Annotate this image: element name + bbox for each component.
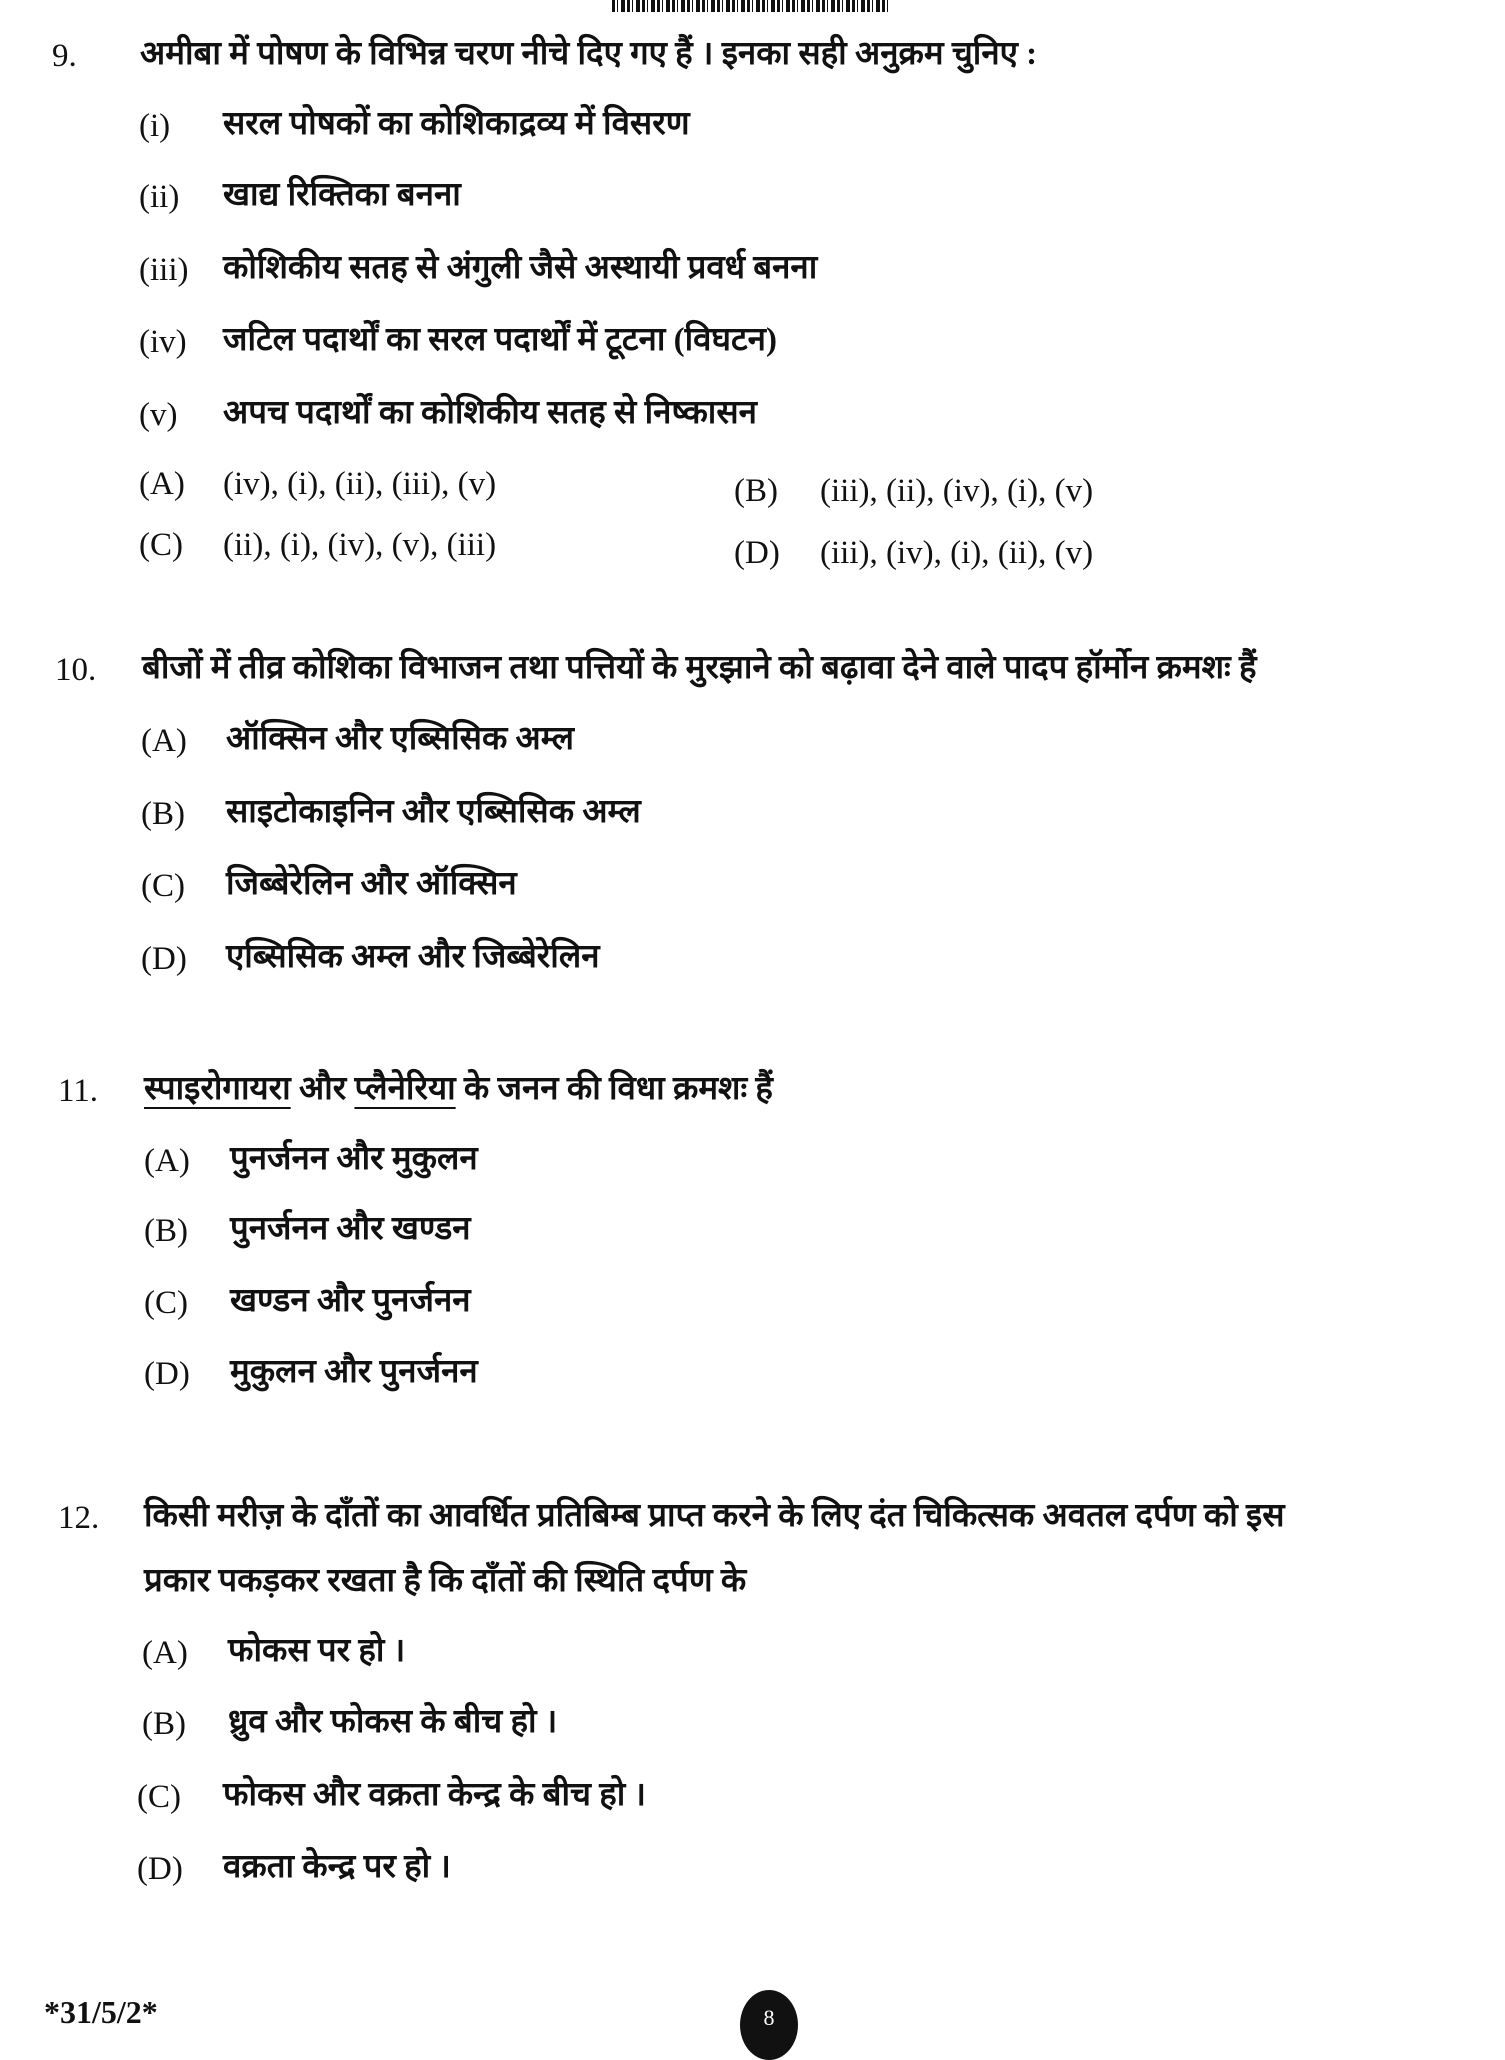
option-a-label: (A) xyxy=(144,1143,190,1179)
paper-code: *31/5/2* xyxy=(44,1994,158,2030)
option-c-label: (C) xyxy=(137,1779,181,1815)
question-text-line1: किसी मरीज़ के दाँतों का आवर्धित प्रतिबिम्ब प्राप्त करने के लिए दंत चिकित्सक अवतल दर्पण को इस xyxy=(144,1498,1285,1534)
question-number: 10. xyxy=(55,652,97,688)
option-d-label: (D) xyxy=(137,1851,183,1887)
barcode xyxy=(612,0,888,12)
term-planaria: प्लैनेरिया xyxy=(354,1071,456,1107)
option-c-text: खण्डन और पुनर्जनन xyxy=(230,1283,471,1319)
option-d-text: एब्सिसिक अम्ल और जिब्बेरेलिन xyxy=(226,939,600,975)
option-c-text: फोकस और वक्रता केन्द्र के बीच हो । xyxy=(223,1777,647,1813)
item-label: (iii) xyxy=(139,252,189,288)
question-text: अमीबा में पोषण के विभिन्न चरण नीचे दिए गए हैं । इनका सही अनुक्रम चुनिए : xyxy=(140,36,1038,72)
item-text: जटिल पदार्थों का सरल पदार्थों में टूटना (विघटन) xyxy=(223,322,777,358)
item-label: (ii) xyxy=(139,179,180,215)
option-b-text: साइटोकाइनिन और एब्सिसिक अम्ल xyxy=(226,794,641,830)
question-text-rest: के जनन की विधा क्रमशः हैं xyxy=(463,1071,773,1107)
option-b-text: पुनर्जनन और खण्डन xyxy=(230,1211,471,1247)
option-a-label: (A) xyxy=(139,466,185,502)
option-c-text: (ii), (i), (iv), (v), (iii) xyxy=(223,527,497,563)
item-text: कोशिकीय सतह से अंगुली जैसे अस्थायी प्रवर्ध बनना xyxy=(223,250,818,286)
item-label: (i) xyxy=(139,108,171,144)
question-text: बीजों में तीव्र कोशिका विभाजन तथा पत्तियों के मुरझाने को बढ़ावा देने वाले पादप हॉर्मोन क्रमशः हैं xyxy=(142,650,1257,686)
option-d-label: (D) xyxy=(141,941,187,977)
question-number: 9. xyxy=(52,38,77,74)
term-spirogyra: स्पाइरोगायरा xyxy=(144,1071,291,1107)
option-a-text: फोकस पर हो । xyxy=(228,1633,406,1669)
option-c-text: जिब्बेरेलिन और ऑक्सिन xyxy=(226,866,517,902)
option-d-text: वक्रता केन्द्र पर हो । xyxy=(223,1849,451,1885)
item-label: (iv) xyxy=(139,324,187,360)
item-text: खाद्य रिक्तिका बनना xyxy=(223,177,461,213)
option-b-text: ध्रुव और फोकस के बीच हो । xyxy=(228,1704,558,1740)
item-label: (v) xyxy=(139,397,178,433)
option-d-text: मुकुलन और पुनर्जनन xyxy=(230,1354,478,1390)
question-number: 11. xyxy=(58,1073,99,1109)
option-c-label: (C) xyxy=(141,868,185,904)
question-text-line2: प्रकार पकड़कर रखता है कि दाँतों की स्थिति दर्पण के xyxy=(144,1563,747,1599)
option-b-label: (B) xyxy=(144,1213,188,1249)
option-c-label: (C) xyxy=(144,1285,188,1321)
question-number: 12. xyxy=(58,1500,100,1536)
option-b-label: (B) xyxy=(141,796,185,832)
item-text: अपच पदार्थों का कोशिकीय सतह से निष्कासन xyxy=(223,395,757,431)
option-a-text: (iv), (i), (ii), (iii), (v) xyxy=(223,466,497,502)
option-d-text: (iii), (iv), (i), (ii), (v) xyxy=(820,535,1094,571)
question-text xyxy=(144,1073,773,1106)
conjunction: और xyxy=(298,1071,347,1107)
option-a-text: पुनर्जनन और मुकुलन xyxy=(230,1141,478,1177)
option-a-text: ऑक्सिन और एब्सिसिक अम्ल xyxy=(226,721,575,757)
item-text: सरल पोषकों का कोशिकाद्रव्य में विसरण xyxy=(223,106,690,142)
option-d-label: (D) xyxy=(734,535,780,571)
option-b-text: (iii), (ii), (iv), (i), (v) xyxy=(820,473,1094,509)
option-a-label: (A) xyxy=(141,723,187,759)
option-b-label: (B) xyxy=(142,1706,186,1742)
option-b-label: (B) xyxy=(734,473,778,509)
option-d-label: (D) xyxy=(144,1356,190,1392)
option-c-label: (C) xyxy=(139,527,183,563)
page-number: 8 xyxy=(740,1990,798,2060)
option-a-label: (A) xyxy=(142,1635,188,1671)
